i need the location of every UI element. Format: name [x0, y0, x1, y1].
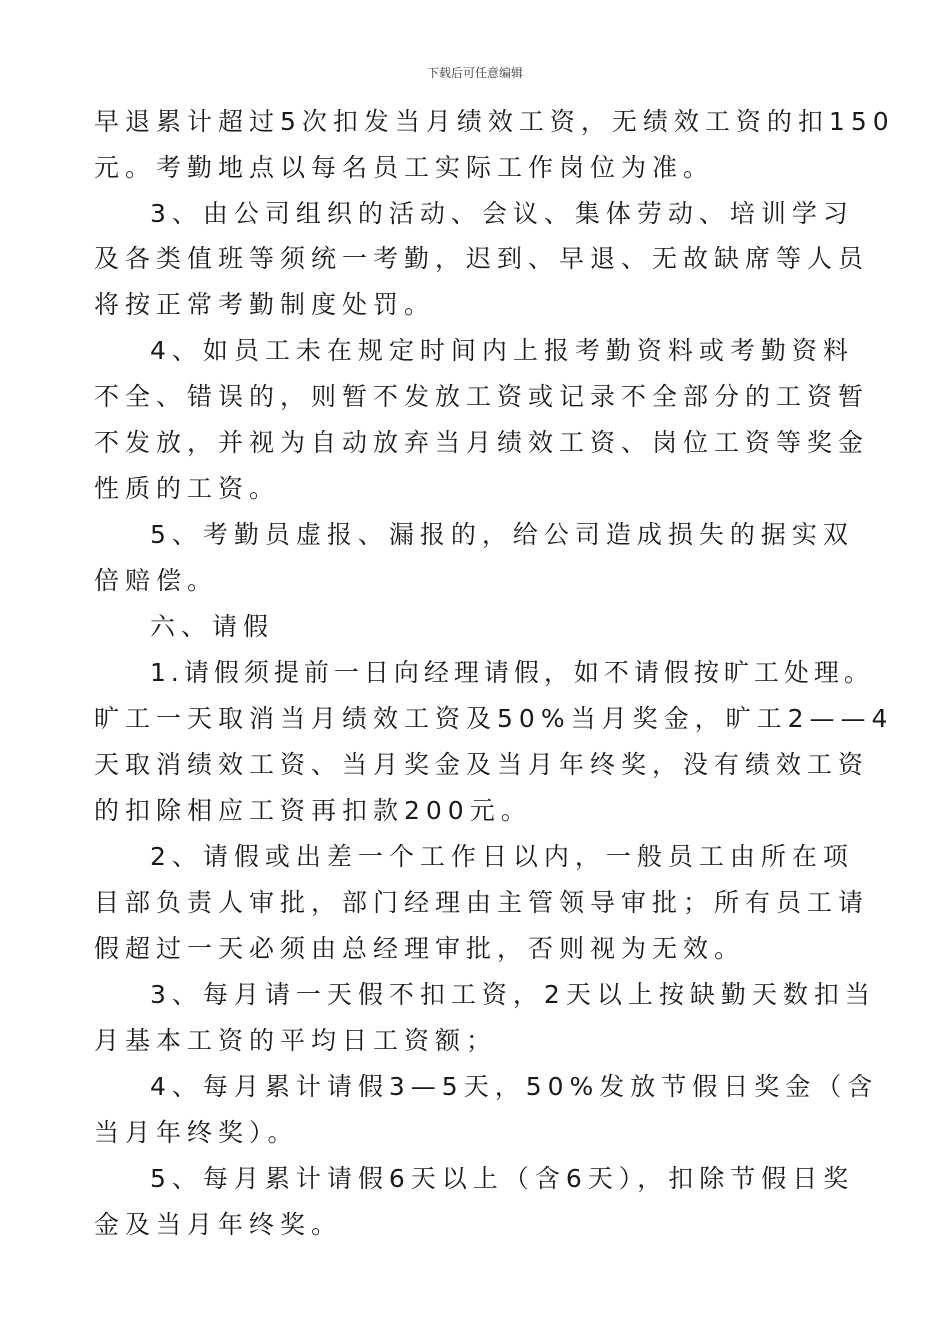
text-line: 当月年终奖）。 [94, 1118, 299, 1147]
text-line: 天取消绩效工资、当月奖金及当月年终奖，没有绩效工资 [94, 750, 870, 779]
section-heading: 六、请假 [150, 612, 275, 641]
text-line: 3、由公司组织的活动、会议、集体劳动、培训学习 [150, 199, 854, 228]
text-line: 的扣除相应工资再扣款200元。 [94, 796, 532, 825]
text-line: 元。考勤地点以每名员工实际工作岗位为准。 [94, 153, 715, 182]
text-line: 将按正常考勤制度处罚。 [94, 290, 436, 319]
text-line: 5、每月累计请假6天以上（含6天），扣除节假日奖 [150, 1164, 855, 1193]
text-line: 3、每月请一天假不扣工资，2天以上按缺勤天数扣当 [150, 980, 876, 1009]
text-line: 月基本工资的平均日工资额； [94, 1026, 498, 1055]
text-line: 早退累计超过5次扣发当月绩效工资，无绩效工资的扣150 [94, 107, 895, 136]
text-line: 倍赔偿。 [94, 566, 219, 595]
text-line: 目部负责人审批，部门经理由主管领导审批；所有员工请 [94, 888, 870, 917]
text-line: 1.请假须提前一日向经理请假，如不请假按旷工处理。 [150, 658, 874, 687]
text-line: 旷工一天取消当月绩效工资及50%当月奖金，旷工2——4 [94, 704, 894, 733]
text-line: 5、考勤员虚报、漏报的，给公司造成损失的据实双 [150, 520, 854, 549]
text-line: 不全、错误的，则暂不发放工资或记录不全部分的工资暂 [94, 382, 870, 411]
text-line: 4、如员工未在规定时间内上报考勤资料或考勤资料 [150, 336, 854, 365]
text-line: 不发放，并视为自动放弃当月绩效工资、岗位工资等奖金 [94, 428, 870, 457]
text-line: 及各类值班等须统一考勤，迟到、早退、无故缺席等人员 [94, 244, 870, 273]
text-line: 性质的工资。 [94, 474, 281, 503]
page-header: 下载后可任意编辑 [426, 66, 523, 80]
text-line: 假超过一天必须由总经理审批，否则视为无效。 [94, 934, 746, 963]
text-line: 2、请假或出差一个工作日以内，一般员工由所在项 [150, 842, 854, 871]
text-line: 金及当月年终奖。 [94, 1210, 343, 1239]
text-line: 4、每月累计请假3—5天，50%发放节假日奖金（含 [150, 1072, 879, 1101]
